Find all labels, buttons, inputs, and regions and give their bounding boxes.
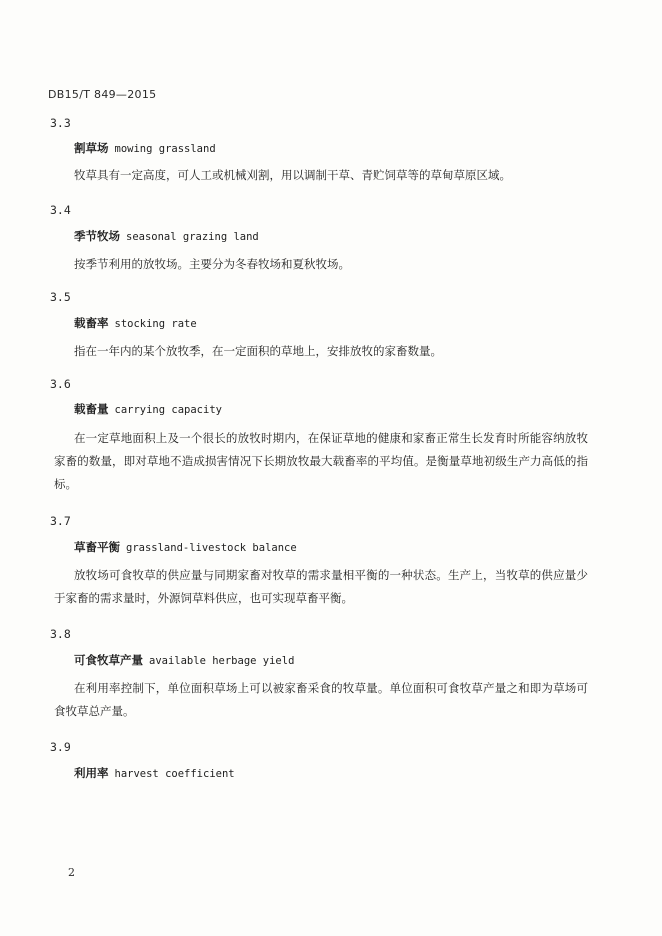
term-chinese: 割草场 xyxy=(74,141,109,155)
clause-number: 3.7 xyxy=(50,514,71,528)
term-definition: 在一定草地面积上及一个很长的放牧时期内，在保证草地的健康和家畜正常生长发育时所能容纳放牧家畜的数量，即对草地不造成损害情况下长期放牧最大载畜率的平均值。是衡量草地初级生产力高低的指标。 xyxy=(54,431,588,491)
term-definition: 放牧场可食牧草的供应量与同期家畜对牧草的需求量相平衡的一种状态。生产上，当牧草的供应量少于家畜的需求量时，外源饲草料供应，也可实现草畜平衡。 xyxy=(54,568,588,605)
page-number: 2 xyxy=(68,866,75,879)
term-english: seasonal grazing land xyxy=(126,231,259,243)
term-chinese: 草畜平衡 xyxy=(74,540,120,554)
term-title xyxy=(74,765,235,781)
term-chinese: 季节牧场 xyxy=(74,229,120,243)
term-english: carrying capacity xyxy=(114,404,222,416)
clause-number: 3.6 xyxy=(50,377,71,391)
term-title xyxy=(74,401,222,417)
term-english: grassland-livestock balance xyxy=(126,542,297,554)
clause-number: 3.8 xyxy=(50,627,71,641)
term-title xyxy=(74,315,197,331)
standard-code-header: DB15/T 849—2015 xyxy=(48,88,157,101)
term-chinese: 载畜量 xyxy=(74,402,109,416)
clause-number: 3.5 xyxy=(50,290,71,304)
term-english: mowing grassland xyxy=(114,143,216,155)
term-chinese: 载畜率 xyxy=(74,316,109,330)
term-chinese: 利用率 xyxy=(74,766,109,780)
term-english: stocking rate xyxy=(114,318,197,330)
term-title xyxy=(74,652,294,668)
term-definition: 牧草具有一定高度，可人工或机械刈割，用以调制干草、青贮饲草等的草甸草原区域。 xyxy=(74,168,511,182)
term-title xyxy=(74,228,259,244)
term-definition: 指在一年内的某个放牧季，在一定面积的草地上，安排放牧的家畜数量。 xyxy=(74,344,442,358)
clause-number: 3.4 xyxy=(50,203,71,217)
term-english: available herbage yield xyxy=(149,655,295,667)
term-english: harvest coefficient xyxy=(114,768,235,780)
term-title xyxy=(74,140,216,156)
clause-number: 3.9 xyxy=(50,740,71,754)
term-title xyxy=(74,539,297,555)
term-definition: 按季节利用的放牧场。主要分为冬春牧场和夏秋牧场。 xyxy=(74,257,350,271)
term-chinese: 可食牧草产量 xyxy=(74,653,143,667)
term-definition: 在利用率控制下，单位面积草场上可以被家畜采食的牧草量。单位面积可食牧草产量之和即为草场可食牧草总产量。 xyxy=(54,681,588,718)
clause-number: 3.3 xyxy=(50,116,71,130)
